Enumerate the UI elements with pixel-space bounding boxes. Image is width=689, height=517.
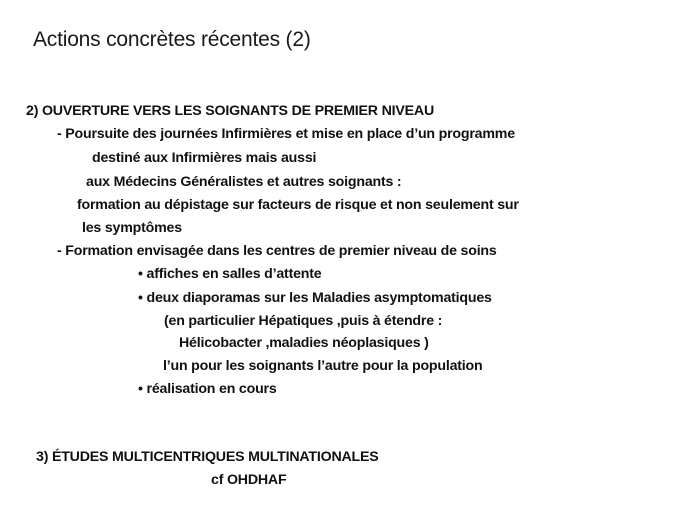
slide-title: Actions concrètes récentes (2) [33,28,311,51]
body-line: l’un pour les soignants l’autre pour la population [163,358,483,374]
body-line: aux Médecins Généralistes et autres soignants : [86,174,402,190]
body-line: destiné aux Infirmières mais aussi [92,150,317,166]
section-2-heading: 2) OUVERTURE VERS LES SOIGNANTS DE PREMIER NIVEAU [26,103,435,119]
bullet-item: • deux diaporamas sur les Maladies asymptomatiques [138,290,492,306]
bullet-item: • affiches en salles d’attente [138,266,322,282]
body-line: (en particulier Hépatiques ,puis à étendre : [164,313,443,329]
body-line: Hélicobacter ,maladies néoplasiques ) [179,335,429,351]
body-line: - Poursuite des journées Infirmières et mise en place d’un programme [57,126,515,142]
body-line: - Formation envisagée dans les centres de premier niveau de soins [57,243,497,259]
body-line: cf OHDHAF [211,472,287,488]
body-line: les symptômes [82,220,182,236]
section-3-heading: 3) ÉTUDES MULTICENTRIQUES MULTINATIONALES [36,449,379,465]
body-line: formation au dépistage sur facteurs de risque et non seulement sur [77,197,519,213]
bullet-item: • réalisation en cours [138,381,277,397]
